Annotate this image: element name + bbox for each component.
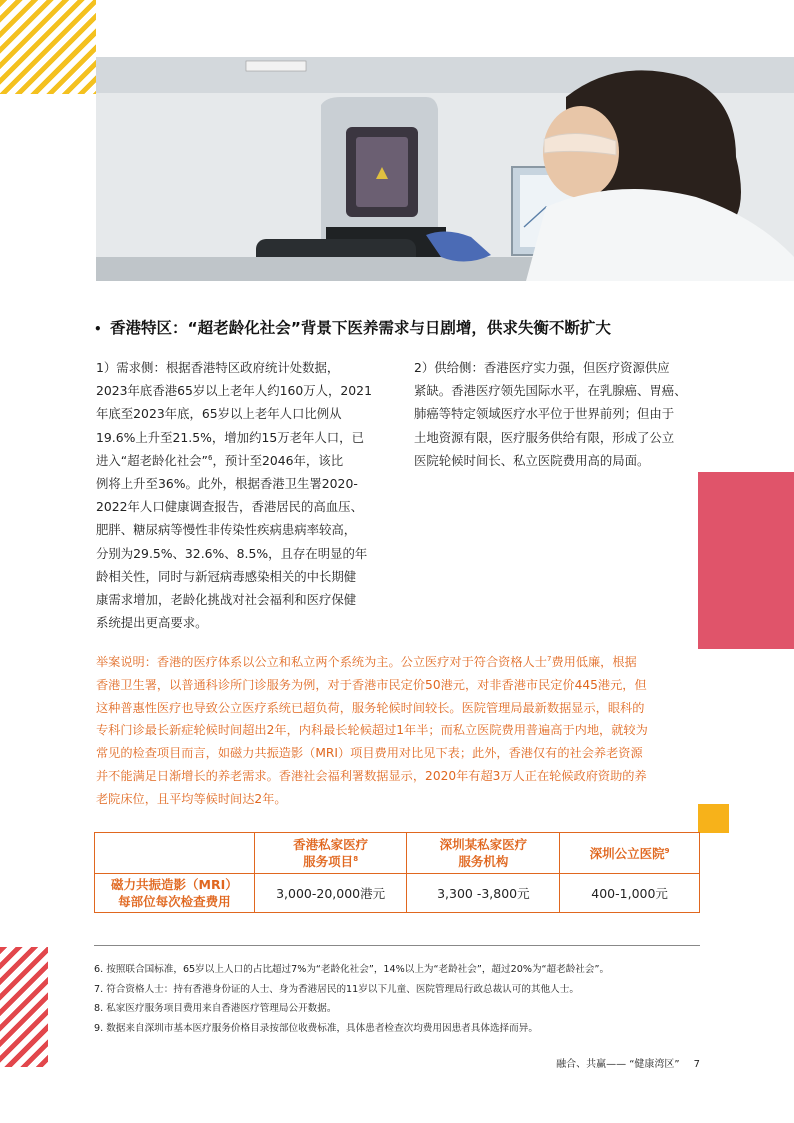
supply-side-paragraph bbox=[414, 356, 706, 472]
header-text bbox=[255, 853, 407, 870]
paragraph-line bbox=[96, 449, 382, 472]
page-number: 7 bbox=[693, 1059, 700, 1070]
paragraph-line: 肺癌等特定领域医疗水平位于世界前列；但由于 bbox=[414, 406, 675, 422]
header-text: 服务机构 bbox=[458, 854, 509, 869]
paragraph-line: 1）需求侧：根据香港特区政府统计处数据， bbox=[96, 360, 340, 375]
paragraph-line: 例将上升至36%。此外，根据香港卫生署2020- bbox=[96, 476, 358, 492]
paragraph-line: 19.6%上升至21.5%，增加约15万老年人口，已 bbox=[96, 429, 364, 445]
decorative-yellow-block bbox=[698, 804, 729, 833]
line-text: 举案说明：香港的医疗体系以公立和私立两个系统为主。公立医疗对于符合资格人士 bbox=[96, 655, 547, 669]
lab-photo bbox=[96, 57, 794, 281]
paragraph-line: 2）供给侧：香港医疗实力强，但医疗资源供应 bbox=[414, 360, 670, 375]
footnote-ref-6: 6 bbox=[207, 453, 213, 462]
example-line: 香港卫生署，以普通科诊所门诊服务为例，对于香港市民定价50港元，对非香港市民定价445港元，但 bbox=[96, 677, 647, 692]
paragraph-line: 系统提出更高要求。 bbox=[96, 615, 208, 631]
paragraph-line: 紧缺。香港医疗领先国际水平，在乳腺癌、胃癌、 bbox=[414, 383, 687, 399]
table-header-cell bbox=[407, 833, 560, 874]
heading-text: 香港特区：“超老龄化社会”背景下医养需求与日剧增，供求失衡不断扩大 bbox=[110, 319, 611, 337]
paragraph-line: 土地资源有限，医疗服务供给有限，形成了公立 bbox=[414, 429, 675, 445]
row-label-text: 每部位每次检查费用 bbox=[118, 894, 231, 909]
footnote-ref-8: 8 bbox=[353, 854, 359, 863]
line-text: 进入“超老龄化社会” bbox=[96, 452, 208, 468]
heading-bullet: • bbox=[94, 322, 102, 336]
example-line: 并不能满足日渐增长的养老需求。香港社会福利署数据显示，2020年有超3万人正在轮候政府资助的养 bbox=[96, 768, 647, 783]
table-cell: 3,300 -3,800元 bbox=[407, 874, 560, 913]
decorative-yellow-stripes bbox=[0, 0, 96, 94]
footnote-item: 8. 私家医疗服务项目费用来自香港医疗管理局公开数据。 bbox=[94, 1003, 337, 1015]
row-label-text: 磁力共振造影（MRI） bbox=[111, 877, 238, 892]
paragraph-line: 肥胖、糖尿病等慢性非传染性疾病患病率较高， bbox=[96, 522, 357, 538]
example-line: 常见的检查项目而言，如磁力共振造影（MRI）项目费用对比见下表；此外，香港仅有的社会养老资源 bbox=[96, 746, 643, 761]
header-text: 深圳公立医院 bbox=[589, 845, 665, 861]
example-line: 老院床位，且平均等候时间达2年。 bbox=[96, 791, 287, 806]
footnote-item: 7. 符合资格人士：持有香港身份证的人士、身为香港居民的11岁以下儿童、医院管理局行政总裁认可的其他人士。 bbox=[94, 983, 579, 995]
footnote-divider bbox=[94, 945, 700, 946]
table-row-label bbox=[95, 874, 255, 913]
header-text: 深圳某私家医疗 bbox=[439, 837, 528, 852]
lab-photo-illustration bbox=[96, 57, 794, 281]
paragraph-line: 龄相关性，同时与新冠病毒感染相关的中长期健 bbox=[96, 568, 357, 584]
line-text: ，预计至2046年，该比 bbox=[212, 452, 344, 468]
table-cell: 400-1,000元 bbox=[560, 874, 700, 913]
decorative-pink-block bbox=[698, 472, 794, 649]
example-line: 专科门诊最长新症轮候时间超出2年，内科最长轮候超过1年半；而私立医院费用普遍高于内地，就较为 bbox=[96, 723, 648, 738]
decorative-red-stripes bbox=[0, 947, 48, 1067]
table-header-cell bbox=[95, 833, 255, 874]
footnotes bbox=[94, 960, 714, 1038]
paragraph-line: 分别为29.5%、32.6%、8.5%，且存在明显的年 bbox=[96, 545, 368, 561]
section-heading bbox=[94, 316, 694, 338]
paragraph-line: 医院轮候时间长、私立医院费用高的局面。 bbox=[414, 452, 650, 468]
footer-title: 融合、共赢—— “健康湾区” bbox=[556, 1059, 680, 1070]
mri-cost-table bbox=[94, 832, 700, 913]
paragraph-line: 2023年底香港65岁以上老年人约160万人，2021 bbox=[96, 383, 372, 399]
footnote-item: 6. 按照联合国标准，65岁以上人口的占比超过7%为“老龄化社会”，14%以上为“老龄社会”，超过20%为“超老龄社会”。 bbox=[94, 964, 610, 975]
table-row bbox=[95, 874, 700, 913]
header-text: 服务项目 bbox=[303, 854, 354, 869]
paragraph-line: 年底至2023年底，65岁以上老年人口比例从 bbox=[96, 406, 342, 422]
table-cell: 3,000-20,000港元 bbox=[254, 874, 407, 913]
paragraph-line: 康需求增加，老龄化挑战对社会福利和医疗保健 bbox=[96, 592, 357, 608]
example-line: 这种普惠性医疗也导致公立医疗系统已超负荷，服务轮候时间较长。医院管理局最新数据显示，眼科的 bbox=[96, 700, 645, 715]
footnote-item: 9. 数据来自深圳市基本医疗服务价格目录按部位收费标准，具体患者检查次均费用因患者具体选择而异。 bbox=[94, 1022, 538, 1034]
table-header-cell bbox=[560, 833, 700, 874]
paragraph-line: 2022年人口健康调查报告，香港居民的高血压、 bbox=[96, 499, 363, 515]
table-header-row bbox=[95, 833, 700, 874]
page-footer bbox=[520, 1055, 700, 1070]
example-paragraph bbox=[96, 651, 706, 811]
example-line bbox=[96, 651, 706, 674]
line-text: 费用低廉，根据 bbox=[551, 655, 637, 669]
footnote-ref-9: 9 bbox=[664, 846, 670, 855]
header-text: 香港私家医疗 bbox=[293, 837, 369, 852]
table-header-cell bbox=[254, 833, 407, 874]
demand-side-paragraph bbox=[96, 356, 382, 634]
footnote-ref-7: 7 bbox=[546, 654, 552, 663]
